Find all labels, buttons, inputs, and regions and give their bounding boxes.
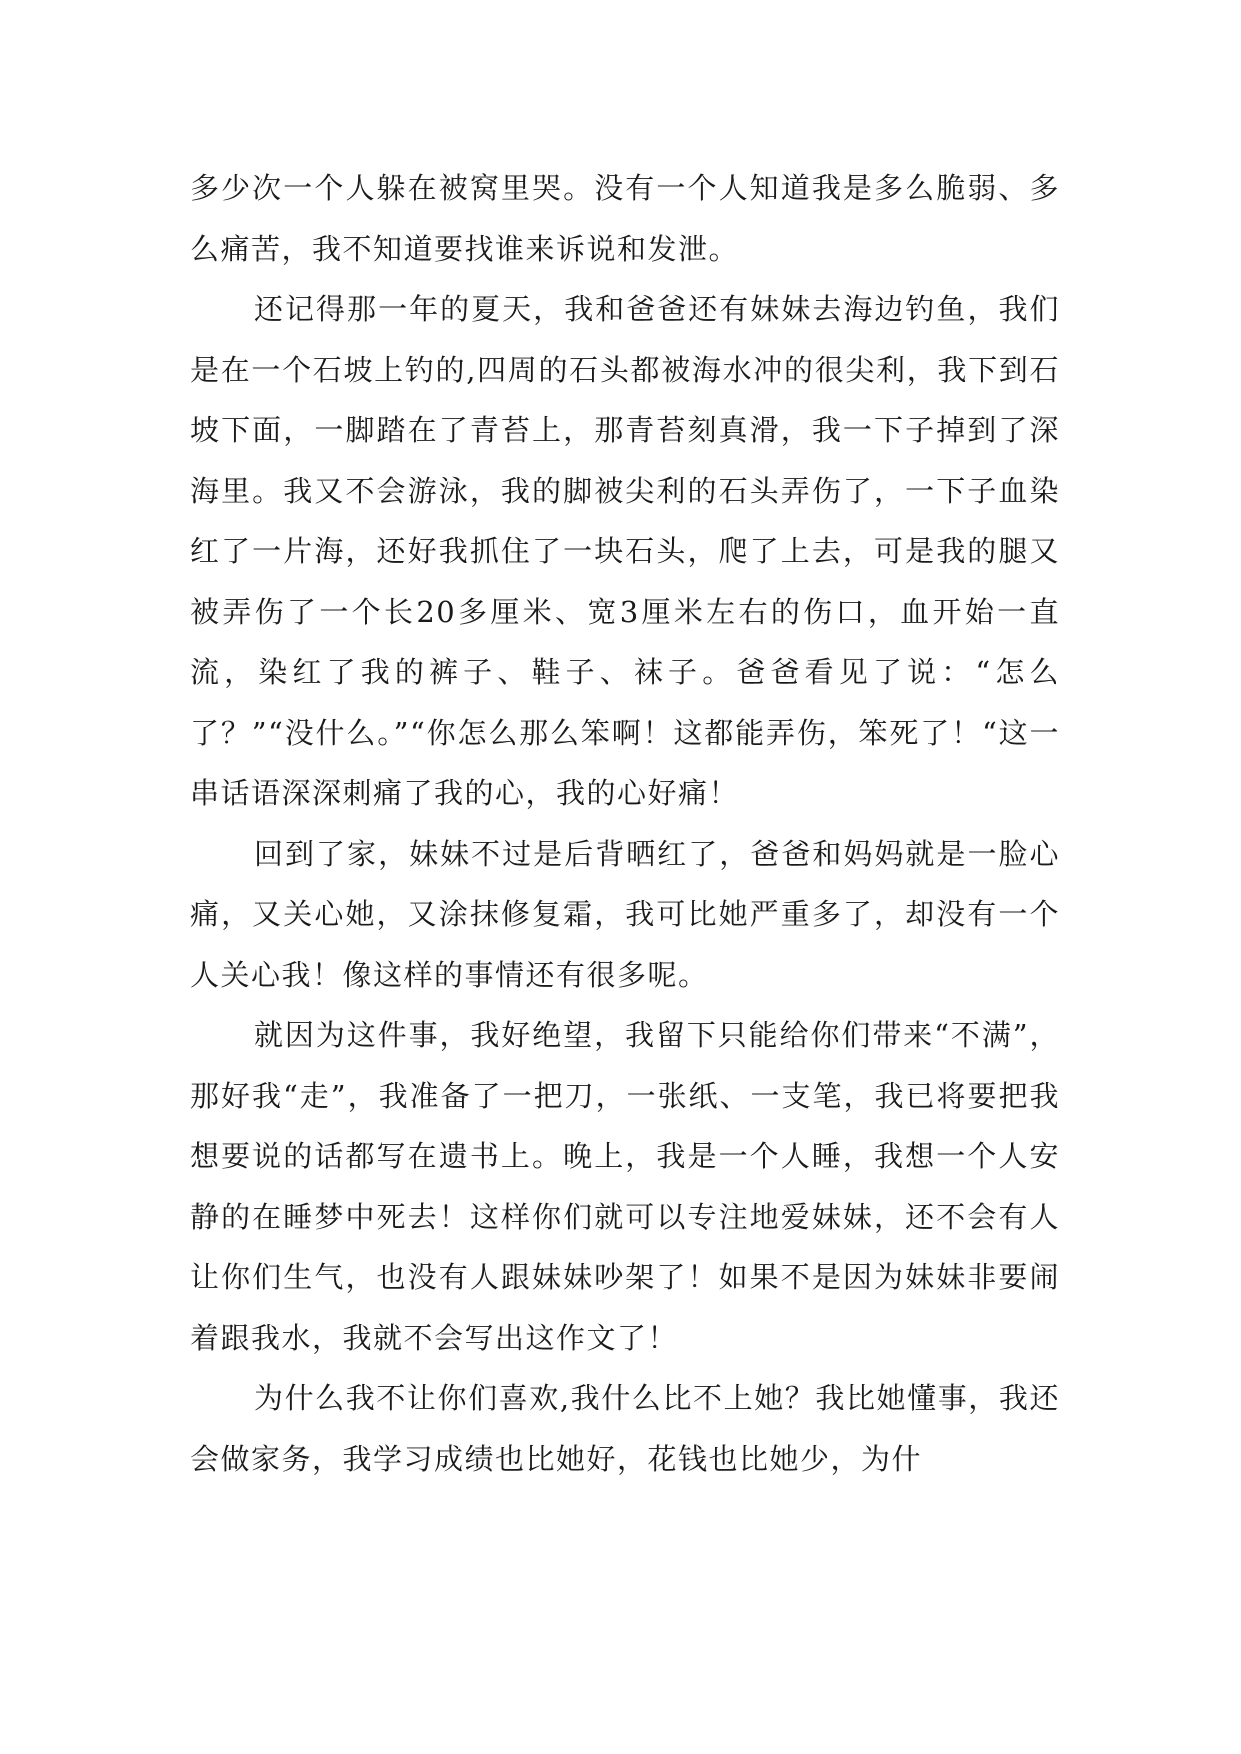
paragraph: 为什么我不让你们喜欢,我什么比不上她？我比她懂事，我还会做家务，我学习成绩也比她好，花钱也比她少，为什 [190,1381,1060,1476]
paragraph: 就因为这件事，我好绝望，我留下只能给你们带来“不满”，那好我“走”，我准备了一把刀，一张纸、一支笔，我已将要把我想要说的话都写在遗书上。晚上，我是一个人睡，我想一个人安静的在睡梦中死去！这样你们就可以专注地爱妹妹，还不会有人让你们生气，也没有人跟妹妹吵架了！如果不是因为妹妹非要闹着跟我水，我就不会写出这作文了！ [190,1018,1060,1355]
paragraph-continued: 多少次一个人躲在被窝里哭。没有一个人知道我是多么脆弱、多么痛苦，我不知道要找谁来诉说和发泄。 [190,171,1060,266]
paragraph: 回到了家，妹妹不过是后背晒红了，爸爸和妈妈就是一脸心痛，又关心她，又涂抹修复霜，我可比她严重多了，却没有一个人关心我！像这样的事情还有很多呢。 [190,836,1060,992]
document-body [190,158,1060,1489]
paragraph: 还记得那一年的夏天，我和爸爸还有妹妹去海边钓鱼，我们是在一个石坡上钓的,四周的石头都被海水冲的很尖利，我下到石坡下面，一脚踏在了青苔上，那青苔刻真滑，我一下子掉到了深海里。我又不会游泳，我的脚被尖利的石头弄伤了，一下子血染红了一片海，还好我抓住了一块石头，爬了上去，可是我的腿又被弄伤了一个长20多厘米、宽3厘米左右的伤口，血开始一直流，染红了我的裤子、鞋子、袜子。爸爸看见了说：“怎么了？”“没什么。”“你怎么那么笨啊！这都能弄伤，笨死了！“这一串话语深深刺痛了我的心，我的心好痛！ [190,292,1060,810]
